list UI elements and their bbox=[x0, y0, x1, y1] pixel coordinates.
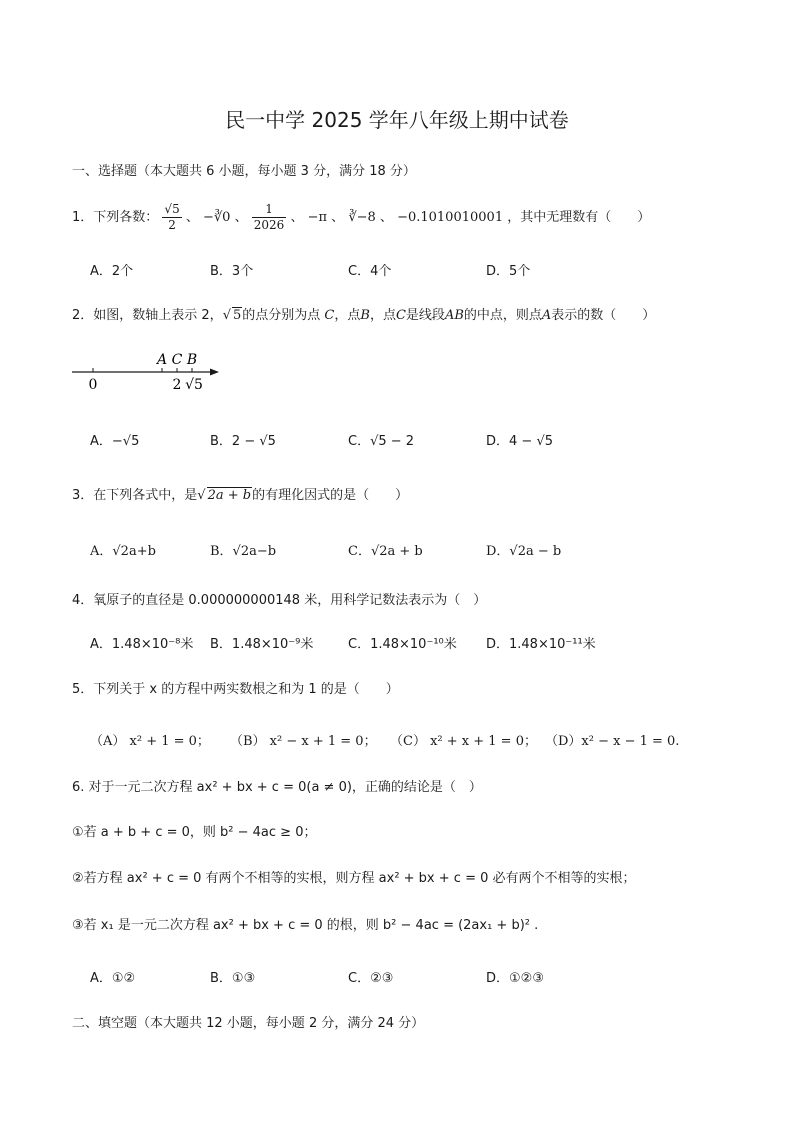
q2-stem-f: 的中点，则点 bbox=[463, 308, 542, 323]
q2-stem-e: 是线段 bbox=[405, 308, 445, 323]
q1-separator: 、 bbox=[331, 210, 345, 225]
q1-option-c: C．4个 bbox=[348, 264, 392, 279]
q1-separator: 、 bbox=[290, 210, 304, 225]
question-5: 5．下列关于 x 的方程中两实数根之和为 1 的是（ ） bbox=[72, 682, 399, 697]
q1-frac1-denominator: 2 bbox=[168, 218, 176, 232]
q4-option-d: D．1.48×10⁻¹¹米 bbox=[486, 637, 596, 652]
q1-item-neg-pi: −π bbox=[307, 210, 328, 225]
question-4: 4．氧原子的直径是 0.000000000148 米，用科学记数法表示为（ ） bbox=[72, 593, 487, 608]
q2-point-b: B bbox=[360, 308, 370, 323]
q1-frac2-numerator: 1 bbox=[252, 202, 287, 218]
section-header-fill: 二、填空题（本大题共 12 小题，每小题 2 分，满分 24 分） bbox=[72, 1016, 425, 1031]
q1-fraction-sqrt5-over-2 bbox=[162, 202, 181, 233]
q6-statement-3: ③若 x₁ 是一元二次方程 ax² + bx + c = 0 的根，则 b² − 4ac = (2ax₁ + b)² . bbox=[72, 918, 539, 933]
q2-stem-c: ，点 bbox=[334, 308, 361, 323]
axis-label-b: B bbox=[186, 352, 198, 368]
q1-fraction-1-over-2026 bbox=[252, 202, 287, 233]
q1-suffix: ，其中无理数有（ ） bbox=[507, 210, 651, 225]
q2-stem-b: 的点分别为点 bbox=[242, 308, 321, 323]
q2-stem-g: 表示的数（ ） bbox=[551, 308, 656, 323]
q2-option-d: D．4 − √5 bbox=[486, 434, 553, 449]
q2-point-a: A bbox=[541, 308, 552, 323]
axis-sqrt5-label: √5 bbox=[185, 377, 203, 393]
q2-point-c: C bbox=[324, 308, 335, 323]
q6-statement-2: ②若方程 ax² + c = 0 有两个不相等的实根，则方程 ax² + bx + c = 0 必有两个不相等的实根； bbox=[72, 871, 636, 886]
q1-prefix: 1．下列各数： bbox=[72, 210, 159, 225]
q3-option-a: A．√2a+b bbox=[90, 544, 156, 559]
q1-option-b: B．3个 bbox=[210, 264, 254, 279]
q2-stem-sqrt-value: 5 bbox=[232, 308, 242, 323]
q1-option-a: A．2个 bbox=[90, 264, 134, 279]
q2-option-a: A．−√5 bbox=[90, 434, 140, 449]
q1-frac2-denominator: 2026 bbox=[253, 218, 285, 232]
question-1 bbox=[72, 201, 650, 235]
question-2 bbox=[72, 304, 655, 323]
q4-option-b: B．1.48×10⁻⁹米 bbox=[210, 637, 314, 652]
q2-option-b: B．2 − √5 bbox=[210, 434, 276, 449]
q5-option-b: （B） x² − x + 1 = 0； bbox=[230, 734, 377, 749]
q1-item-cbrt0: −∛0 bbox=[203, 210, 231, 225]
q3-stem-b: 的有理化因式的是（ ） bbox=[252, 488, 409, 503]
axis-label-c: C bbox=[171, 352, 183, 368]
q6-option-d: D．①②③ bbox=[486, 971, 544, 986]
q6-option-c: C．②③ bbox=[348, 971, 394, 986]
q3-option-c: C．√2a + b bbox=[348, 544, 423, 559]
q2-stem-a: 2．如图，数轴上表示 2， bbox=[72, 308, 223, 323]
q3-option-b: B．√2a−b bbox=[210, 544, 277, 559]
q5-option-d: （D）x² − x − 1 = 0. bbox=[545, 734, 680, 749]
question-3 bbox=[72, 484, 408, 503]
q1-frac1-numerator: √5 bbox=[164, 202, 180, 216]
q3-option-d: D．√2a − b bbox=[486, 544, 562, 559]
q6-option-b: B．①③ bbox=[210, 971, 256, 986]
q1-item-decimal: −0.1010010001 bbox=[397, 210, 504, 225]
q2-stem-d: ，点 bbox=[369, 308, 396, 323]
q4-option-c: C．1.48×10⁻¹⁰米 bbox=[348, 637, 457, 652]
q5-option-a: （A） x² + 1 = 0； bbox=[90, 734, 210, 749]
q4-option-a: A．1.48×10⁻⁸米 bbox=[90, 637, 194, 652]
q1-separator: 、 bbox=[234, 210, 248, 225]
q5-option-c: （C） x² + x + 1 = 0； bbox=[390, 734, 537, 749]
axis-two-label: 2 bbox=[172, 377, 182, 393]
q2-sqrt-sign: √ bbox=[222, 308, 231, 323]
page-title: 民一中学 2025 学年八年级上期中试卷 bbox=[225, 108, 569, 132]
q2-segment-ab: AB bbox=[444, 308, 464, 323]
q6-option-a: A．①② bbox=[90, 971, 136, 986]
q1-separator: 、 bbox=[379, 210, 393, 225]
section-header-choice: 一、选择题（本大题共 6 小题，每小题 3 分，满分 18 分） bbox=[72, 164, 416, 179]
axis-label-a: A bbox=[156, 352, 168, 368]
q3-radicand: 2a + b bbox=[207, 488, 252, 503]
q1-separator: 、 bbox=[185, 210, 199, 225]
q2-option-c: C．√5 − 2 bbox=[348, 434, 415, 449]
number-line-figure bbox=[66, 345, 226, 395]
q1-item-cbrt-neg8: ∛−8 bbox=[348, 210, 376, 225]
q2-point-c-2: C bbox=[395, 308, 406, 323]
q3-stem-a: 3．在下列各式中，是 bbox=[72, 488, 198, 503]
axis-zero-label: 0 bbox=[88, 377, 98, 393]
q6-statement-1: ①若 a + b + c = 0，则 b² − 4ac ≥ 0； bbox=[72, 825, 317, 840]
q1-option-d: D．5个 bbox=[486, 264, 531, 279]
q3-sqrt-sign: √ bbox=[197, 488, 206, 503]
number-line-arrow-icon bbox=[210, 369, 219, 376]
question-6: 6. 对于一元二次方程 ax² + bx + c = 0(a ≠ 0)，正确的结论是（ ） bbox=[72, 780, 482, 795]
